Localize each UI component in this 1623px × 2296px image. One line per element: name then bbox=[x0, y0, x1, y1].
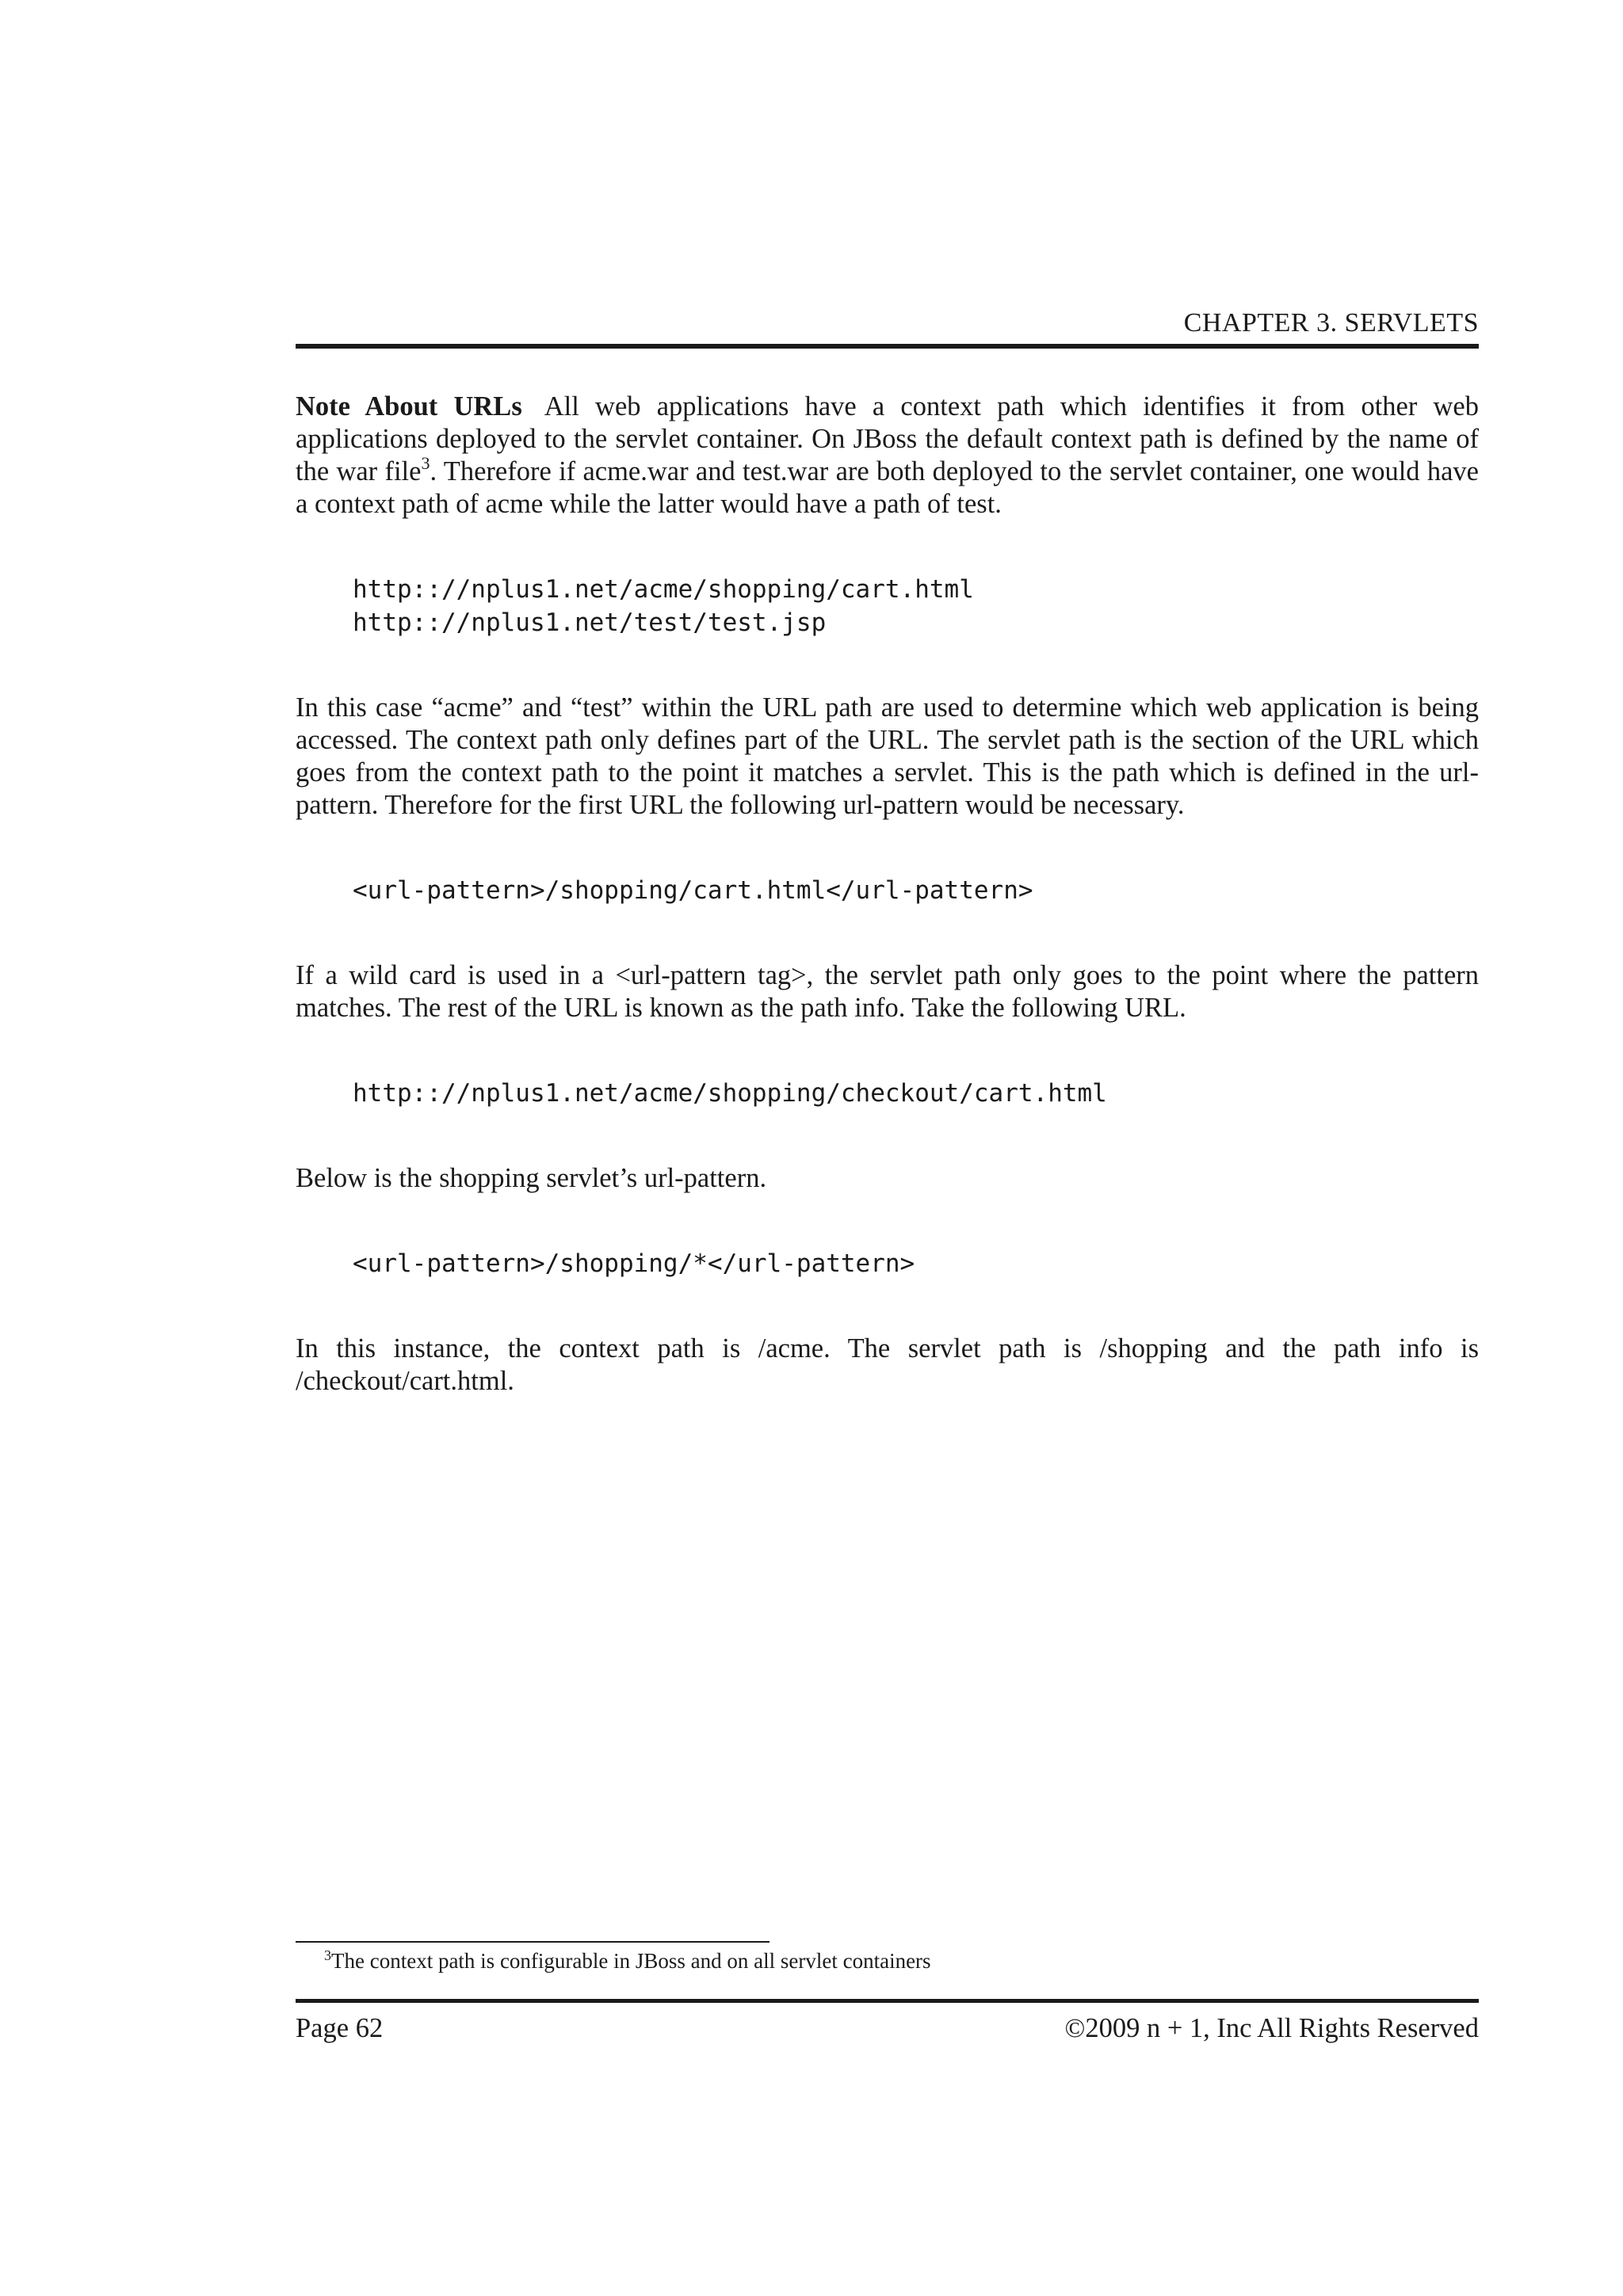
paragraph-conclusion: In this instance, the context path is /acme. The servlet path is /shopping and the path info is /checkout/cart.html. bbox=[296, 1333, 1479, 1396]
body-text bbox=[296, 391, 1479, 1398]
paragraph-text: All web applications have a context path which identifies it from other web applications deployed to the servlet container. On JBoss the default context path is defined by the name of the war file bbox=[296, 391, 1479, 486]
paragraph-text: . Therefore if acme.war and test.war are both deployed to the servlet container, one would have a context path of acme while the latter would have a path of test. bbox=[296, 456, 1479, 519]
footnote-text: The context path is configurable in JBoss and on all servlet containers bbox=[331, 1949, 931, 1973]
running-head: CHAPTER 3. SERVLETS bbox=[1183, 308, 1479, 338]
code-block-urls bbox=[296, 573, 1479, 639]
footnote-mark: 3 bbox=[324, 1947, 331, 1963]
copyright-icon: © bbox=[1064, 2014, 1086, 2043]
paragraph-wild-card: If a wild card is used in a <url-pattern tag>, the servlet path only goes to the point where the pattern matches. The rest of the URL is known as the path info. Take the following URL. bbox=[296, 960, 1479, 1023]
footnote bbox=[324, 1947, 931, 1974]
code-block-wildcard-pattern bbox=[296, 1247, 1479, 1280]
copyright-notice bbox=[1064, 2011, 1479, 2046]
note-heading: Note About URLs bbox=[296, 391, 522, 421]
header-rule bbox=[296, 344, 1479, 349]
code-line: <url-pattern>/shopping/*</url-pattern> bbox=[353, 1249, 915, 1278]
code-block-checkout-url bbox=[296, 1077, 1479, 1110]
code-line: http:://nplus1.net/test/test.jsp bbox=[353, 608, 827, 637]
footnote-reference: 3 bbox=[421, 453, 430, 473]
footer-rule bbox=[296, 1999, 1479, 2003]
code-line: <url-pattern>/shopping/cart.html</url-pattern> bbox=[353, 876, 1033, 905]
footnote-rule bbox=[296, 1941, 769, 1943]
code-line: http:://nplus1.net/acme/shopping/checkout/cart.html bbox=[353, 1079, 1107, 1108]
document-page bbox=[296, 0, 1479, 2296]
copyright-text: 2009 n + 1, Inc All Rights Reserved bbox=[1085, 2013, 1479, 2043]
code-line: http:://nplus1.net/acme/shopping/cart.html bbox=[353, 575, 974, 604]
page-number: Page 62 bbox=[296, 2013, 384, 2043]
paragraph-note-about-urls bbox=[296, 391, 1479, 521]
paragraph-shopping-pattern: Below is the shopping servlet’s url-pattern. bbox=[296, 1163, 767, 1193]
paragraph-context-path: In this case “acme” and “test” within the URL path are used to determine which web application is being accessed. The context path only defines part of the URL. The servlet path is the section of the URL which goes from the context path to the point it matches a servlet. This is the path which is defined in the url-pattern. Therefore for the first URL the following url-pattern would be necessary. bbox=[296, 692, 1479, 820]
code-block-url-pattern bbox=[296, 874, 1479, 907]
